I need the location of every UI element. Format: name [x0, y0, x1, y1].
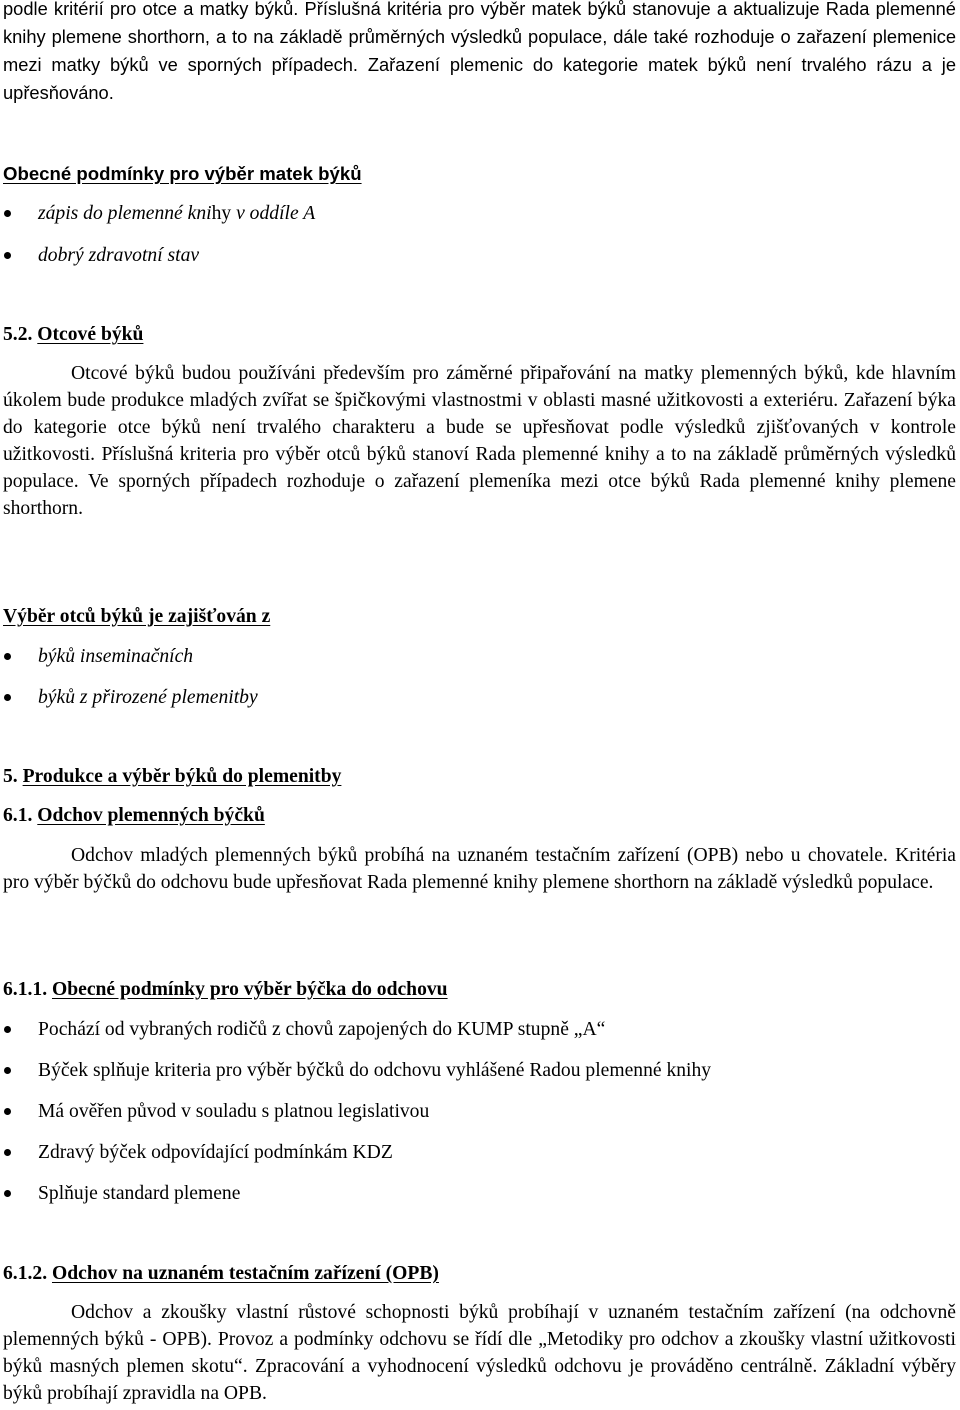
obecne-item-4: Zdravý býček odpovídající podmínkám KDZ [38, 1142, 393, 1163]
list-item [3, 1139, 956, 1166]
bullet-icon [4, 1149, 11, 1156]
section-number: 6.1.1. [3, 979, 52, 1000]
matky-item-a: zápis do plemenné kni [38, 203, 212, 224]
list-item [3, 1016, 956, 1043]
list-item [3, 200, 956, 227]
section-title: Obecné podmínky pro výběr býčka do odchovu [51, 979, 448, 1000]
bullet-icon [4, 210, 11, 217]
odchov-text-1: Odchov mladých plemenných býků probíhá na uznaném testačním zařízení (OPB) nebo u chovatele. [71, 845, 888, 866]
list-item [3, 684, 956, 711]
section-title: Produkce a výběr býků do plemenitby [22, 766, 342, 787]
section-title: Odchov na uznaném testačním zařízení (OPB) [51, 1263, 439, 1284]
list-item [3, 1057, 956, 1084]
section-number: 5.2. [3, 324, 38, 345]
intro-text-3: Zařazení plemenic do kategorie matek býků není trvalého rázu a je upřesňováno. [3, 54, 956, 103]
bullet-icon [4, 1190, 11, 1197]
obecne-item-2: Býček splňuje kriteria pro výběr býčků do odchovu vyhlášené Radou plemenné knihy [38, 1060, 712, 1081]
otcove-paragraph [3, 360, 956, 522]
list-item [3, 1180, 956, 1207]
intro-text-2: Příslušná kritéria pro výběr matek býků stanovuje a aktualizuje Rada plemenné knihy plemene shorthorn, a to na základě průměrných výsledků populace, dále také rozhoduje o zařazení plemenice mezi matky býků ve sporných případech. [3, 0, 956, 75]
section-heading-6-1-1 [3, 976, 956, 1003]
matky-item-b: hy [211, 203, 232, 224]
list-item [3, 1098, 956, 1125]
bullet-icon [4, 653, 11, 660]
section-title: Otcové býků [37, 324, 144, 345]
otcove-text-1: Otcové býků budou používáni především pro záměrné připařování na matky plemenných býků, kde hlavním úkolem bude produkce mladých zvířat se špičkovými vlastnostmi v oblasti masné užitkovosti a exteriéru. [3, 363, 956, 411]
bullet-icon [4, 1067, 11, 1074]
intro-paragraph [3, 0, 956, 107]
bullet-icon [4, 1108, 11, 1115]
list-item [3, 643, 956, 670]
bullet-icon [4, 1026, 11, 1033]
section-number: 6.1. [3, 805, 38, 826]
vyber-heading: Výběr otců býků je zajišťován z [3, 606, 271, 627]
obecne-list [3, 1016, 956, 1207]
obecne-item-3: Má ověřen původ v souladu s platnou legislativou [38, 1101, 430, 1122]
bullet-icon [4, 252, 11, 259]
odchov-paragraph [3, 842, 956, 896]
vyber-list [3, 643, 956, 711]
vyber-item-1: býků inseminačních [38, 646, 194, 667]
vyber-item-2: býků z přirozené plemenitby [38, 687, 258, 708]
matky-heading: Obecné podmínky pro výběr matek býků [3, 163, 362, 184]
list-item [3, 242, 956, 269]
section-title: Odchov plemenných býčků [37, 805, 265, 826]
section-heading-5 [3, 763, 956, 790]
matky-list [3, 200, 956, 269]
section-number: 5. [3, 766, 23, 787]
section-heading-6-1 [3, 802, 956, 829]
section-heading-6-1-2 [3, 1260, 956, 1287]
odchov-text-2: Kritéria pro výběr býčků do odchovu bude upřesňovat Rada plemenné knihy plemene shorthorn na základě výsledků populace. [3, 845, 957, 893]
intro-text-1: podle kritérií pro otce a matky býků. [3, 0, 299, 19]
opb-paragraph: Odchov a zkoušky vlastní růstové schopnosti býků probíhají v uznaném testačním zařízení (na odchovně plemenných býků - OPB). Provoz a podmínky odchovu se řídí dle „Metodiky pro odchov a zkoušky vlastní užitkovosti býků masných plemen skotu“. Zpracování a vyhodnocení výsledků odchovu je prováděno centrálně. Základní výběry býků probíhají zpravidla na OPB. [3, 1302, 956, 1404]
otcove-text-3: Příslušná kriteria pro výběr otců býků stanoví Rada plemenné knihy a to na základě průměrných výsledků populace. Ve sporných případech rozhoduje o zařazení plemeníka mezi otce býků Rada plemenné knihy plemene shorthorn. [3, 444, 956, 519]
otcove-text-2: Zařazení býka do kategorie otce býků není trvalého charakteru a bude se upřesňovat podle výsledků zjišťovaných v kontrole užitkovosti. [3, 390, 957, 465]
bullet-icon [4, 694, 11, 701]
matky-item-a: dobrý zdravotní stav [38, 245, 200, 266]
obecne-item-1: Pochází od vybraných rodičů z chovů zapojených do KUMP stupně „A“ [38, 1019, 606, 1040]
section-heading-5-2 [3, 321, 956, 348]
section-number: 6.1.2. [3, 1263, 52, 1284]
obecne-item-5: Splňuje standard plemene [38, 1183, 241, 1204]
matky-item-c: v oddíle A [231, 203, 316, 224]
